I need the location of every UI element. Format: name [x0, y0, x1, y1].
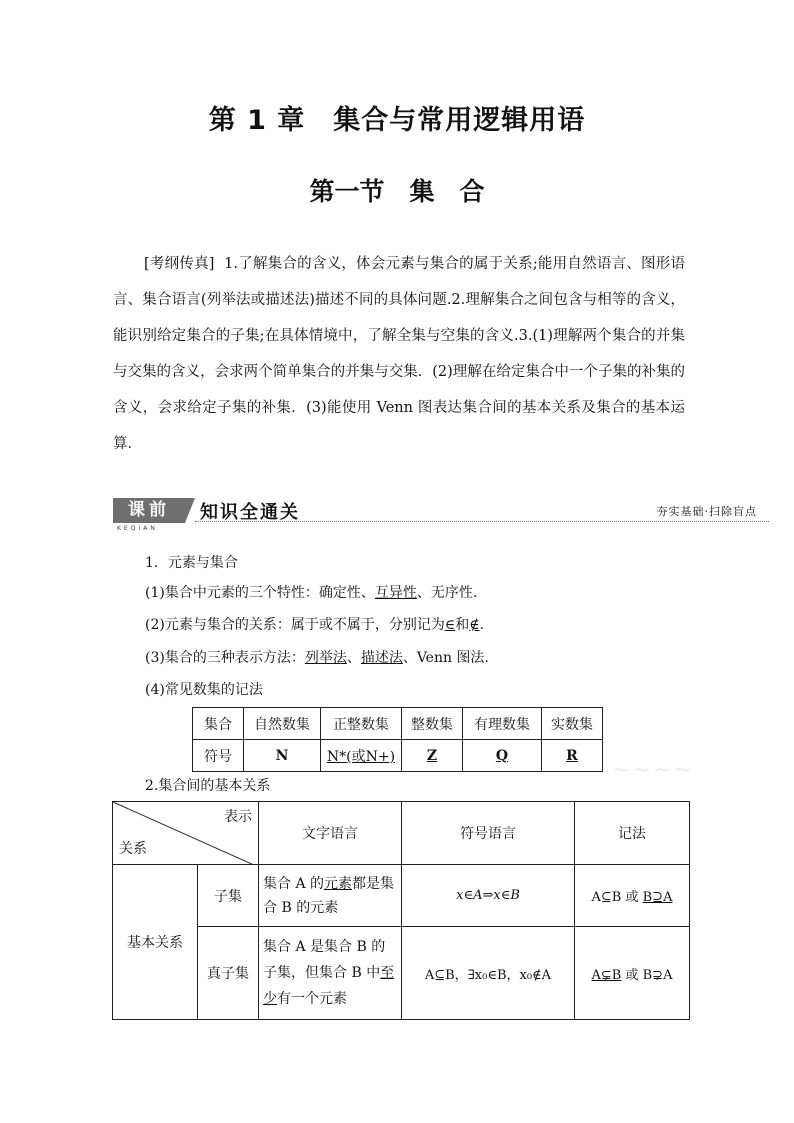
banner-tag: 课前 [113, 498, 185, 523]
table-cell: 自然数集 [244, 708, 321, 740]
blank-answer: B⊇A [642, 890, 673, 905]
table-row [193, 740, 603, 772]
section-banner [113, 498, 769, 532]
syllabus-intro [113, 246, 685, 462]
table-cell [259, 927, 402, 1020]
blank-answer: 至少 [263, 965, 395, 1007]
banner-section-name: 知识全通关 [200, 502, 300, 523]
table-cell: R [542, 740, 603, 772]
blank-answer: 元素 [324, 875, 353, 892]
text: 有一个元素 [277, 991, 347, 1007]
blank-answer: A⊊B [591, 967, 622, 983]
text: (1)集合中元素的三个特性：确定性、 [145, 585, 375, 601]
heading-element-and-set: 1．元素与集合 [145, 555, 238, 571]
line-element-properties [145, 582, 477, 602]
text: 、 [346, 650, 361, 666]
text: 集合 A 是集合 B 的子集，但集合 B 中 [263, 939, 386, 981]
text: 集合 A 的 [263, 875, 325, 892]
table-header-cell: 符号语言 [402, 802, 575, 865]
table-cell [575, 927, 690, 1020]
watermark-text: ~~~~ [612, 758, 694, 783]
line-membership [145, 614, 484, 634]
section-title: 第一节 集 合 [309, 177, 485, 206]
table-cell: 子集 [198, 865, 259, 927]
blank-answer: 列举法 [304, 650, 347, 666]
intro-text: 1.了解集合的含义，体会元素与集合的属于关系;能用自然语言、图形语言、集合语言(列举法或描述法)描述不同的具体问题.2.理解集合之间包含与相等的含义，能识别给定集合的子集;在具体情境中，了解全集与空集的含义.3.(1)理解两个集合的并集与交集的含义，会求两个简单集合的并集与交集．(2)理解在给定集合中一个子集的补集的含义，会求给定子集的补集．(3)能使用 Venn 图表达集合间的基本关系及集合的基本运算． [113, 256, 685, 452]
chapter-title: 第 1 章 集合与常用逻辑用语 [208, 105, 586, 136]
table-row [113, 865, 690, 927]
text: 、Venn 图法. [402, 650, 489, 666]
banner-tag-pinyin: KEQIAN [117, 525, 158, 532]
table-cell: 集合 [193, 708, 244, 740]
text: . [479, 617, 485, 633]
banner-divider [195, 521, 769, 522]
table-cell: Z [402, 740, 463, 772]
group-cell: 基本关系 [113, 865, 198, 1020]
diag-bottom-label: 关系 [119, 841, 147, 857]
table-row [113, 802, 690, 865]
table-cell: 整数集 [402, 708, 463, 740]
table-cell: N [244, 740, 321, 772]
line-representation [145, 647, 489, 667]
table-cell: 正整数集 [321, 708, 402, 740]
line-numsets: (4)常见数集的记法 [145, 682, 263, 698]
table-cell: x∈A⇒x∈B [402, 865, 575, 927]
heading-basic-relations: 2.集合间的基本关系 [145, 778, 271, 794]
text: (2)元素与集合的关系：属于或不属于，分别记为 [145, 617, 445, 633]
blank-answer: ∉ [469, 617, 480, 633]
table-cell [575, 865, 690, 927]
intro-tag: [考纲传真] [144, 256, 215, 272]
table-cell: 有理数集 [463, 708, 542, 740]
blank-answer: 互异性 [374, 585, 417, 601]
diagonal-header-cell [113, 802, 259, 865]
text: 或 B⊋A [621, 967, 673, 983]
text: 、无序性. [416, 585, 478, 601]
table-row [193, 708, 603, 740]
table-cell: 实数集 [542, 708, 603, 740]
blank-answer: 描述法 [360, 650, 403, 666]
blank-answer: ∈ [444, 617, 456, 633]
table-cell: 真子集 [198, 927, 259, 1020]
banner-motto: 夯实基础·扫除盲点 [656, 505, 757, 518]
diag-top-label: 表示 [224, 809, 252, 825]
table-cell: 符号 [193, 740, 244, 772]
table-cell: A⊆B，∃x₀∈B，x₀∉A [402, 927, 575, 1020]
text: A⊆B 或 [591, 890, 643, 905]
number-set-table [192, 707, 603, 772]
text: (3)集合的三种表示方法： [145, 650, 305, 666]
text: 和 [455, 617, 470, 633]
table-cell: N*(或N+) [321, 740, 402, 772]
relation-table [112, 801, 690, 1020]
text: 都是集合 B 的元素 [263, 875, 395, 916]
table-header-cell: 记法 [575, 802, 690, 865]
table-row [113, 927, 690, 1020]
table-header-cell: 文字语言 [259, 802, 402, 865]
table-cell [259, 865, 402, 927]
table-cell: Q [463, 740, 542, 772]
